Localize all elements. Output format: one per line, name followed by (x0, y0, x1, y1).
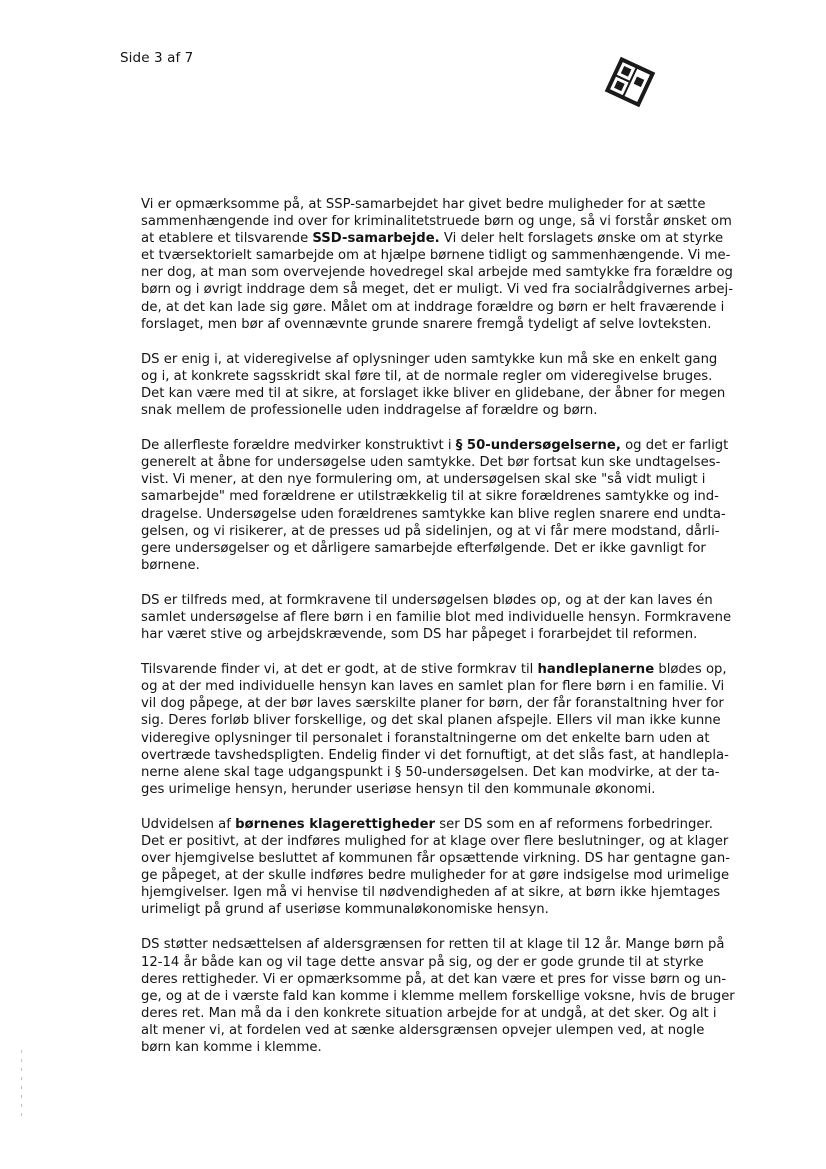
text-segment: deres rettigheder. Vi er opmærksomme på, at det kan være et pres for visse børn og un- (141, 971, 727, 987)
text-segment: vil dog påpege, at der bør laves særskilte planer for børn, der får foranstaltning hver for (141, 696, 724, 712)
text-line (141, 626, 756, 643)
text-segment: DS støtter nedsættelsen af aldersgrænsen for retten til at klage til 12 år. Mange børn på (141, 937, 725, 953)
text-segment: snak mellem de professionelle uden inddragelse af forældre og børn. (141, 403, 598, 419)
text-line (141, 523, 756, 540)
text-segment: blødes op, (654, 662, 727, 678)
text-segment: ge påpeget, at der skulle indføres bedre muligheder for at gøre indsigelse mod urimelige (141, 868, 730, 884)
text-line (141, 695, 756, 712)
text-segment: De allerfleste forældre medvirker konstruktivt i (141, 438, 456, 454)
text-line (141, 781, 756, 798)
paragraph (141, 351, 756, 419)
text-segment: generelt at åbne for undersøgelse uden samtykke. Det bør fortsat kun ske undtagelses- (141, 455, 721, 471)
text-segment: nerne alene skal tage udgangspunkt i § 50-undersøgelsen. Det kan modvirke, at der ta- (141, 764, 720, 780)
text-segment: overtræde tavshedspligten. Endelig finder vi det fornuftigt, at det slås fast, at handlepla- (141, 747, 729, 763)
text-line (141, 764, 756, 781)
text-line (141, 936, 756, 953)
margin-scan-marks (20, 1050, 24, 1120)
bold-text: handleplanerne (537, 662, 655, 678)
text-line (141, 712, 756, 729)
text-line (141, 661, 756, 678)
text-line (141, 540, 756, 557)
ds-logo-icon (598, 50, 662, 114)
text-segment: Vi er opmærksomme på, at SSP-samarbejdet har givet bedre muligheder for at sætte (141, 197, 706, 212)
text-line (141, 850, 756, 867)
text-line (141, 747, 756, 764)
page-number: Side 3 af 7 (120, 50, 194, 66)
text-segment: og det er farligt (620, 438, 729, 454)
text-line (141, 299, 756, 316)
text-segment: deres ret. Man må da i den konkrete situation arbejde for at undgå, at det sker. Og alt i (141, 1005, 717, 1021)
text-line (141, 867, 756, 884)
text-line (141, 385, 756, 402)
text-line (141, 1005, 756, 1022)
text-segment: ser DS som en af reformens forbedringer. (435, 816, 713, 832)
text-segment: DS er enig i, at videregivelse af oplysninger uden samtykke kun må ske en enkelt gang (141, 351, 718, 367)
text-segment: sammenhængende ind over for kriminalitetstruede børn og unge, så vi forstår ønsket om (141, 214, 732, 230)
text-line (141, 368, 756, 385)
text-segment: urimeligt på grund af useriøse kommunaløkonomiske hensyn. (141, 902, 549, 918)
text-segment: over hjemgivelse besluttet af kommunen får opsættende virkning. DS har gentagne gan- (141, 851, 731, 867)
paragraph (141, 196, 756, 333)
text-line (141, 954, 756, 971)
text-segment: ner dog, at man som overvejende hovedregel skal arbejde med samtykke fra forældre og (141, 265, 733, 281)
text-line (141, 1039, 756, 1056)
text-segment: gelsen, og vi risikerer, at de presses ud på sidelinjen, og at vi får mere modstand, dårli- (141, 523, 720, 539)
text-line (141, 557, 756, 574)
text-segment: ge, og at de i værste fald kan komme i klemme mellem forskellige voksne, hvis de bruger (141, 988, 735, 1004)
paragraph (141, 936, 756, 1056)
text-segment: børn og i øvrigt inddrage dem så meget, det er muligt. Vi ved fra socialrådgivernes arbej- (141, 282, 733, 298)
text-line (141, 506, 756, 523)
text-line (141, 971, 756, 988)
text-segment: og at der med individuelle hensyn kan laves en samlet plan for flere børn i en familie. Vi (141, 679, 725, 695)
text-segment: at etablere et tilsvarende (141, 231, 313, 247)
text-segment: forslaget, men bør af ovennævnte grunde snarere fremgå tydeligt af selve lovteksten. (141, 316, 712, 332)
bold-text: SSD-samarbejde. (312, 231, 440, 247)
text-line (141, 1022, 756, 1039)
text-line (141, 437, 756, 454)
text-line (141, 264, 756, 281)
text-segment: ges urimelige hensyn, herunder useriøse hensyn til den kommunale økonomi. (141, 781, 656, 797)
text-line (141, 678, 756, 695)
text-segment: DS er tilfreds med, at formkravene til undersøgelsen blødes op, og at der kan laves én (141, 592, 713, 608)
text-line (141, 454, 756, 471)
text-segment: gere undersøgelser og et dårligere samarbejde efterfølgende. Det er ikke gavnligt for (141, 540, 706, 556)
paragraph (141, 437, 756, 574)
text-segment: dragelse. Undersøgelse uden forældrenes samtykke kan blive reglen snarere end undta- (141, 506, 726, 522)
text-segment: et tværsektorielt samarbejde om at hjælpe børnene tidligt og sammenhængende. Vi me- (141, 248, 731, 264)
paragraph (141, 592, 756, 643)
text-segment: 12-14 år både kan og vil tage dette ansvar på sig, og der er gode grunde til at styrke (141, 954, 704, 970)
text-line (141, 488, 756, 505)
text-line (141, 471, 756, 488)
paragraph (141, 661, 756, 798)
text-line (141, 833, 756, 850)
text-line (141, 402, 756, 419)
text-line (141, 196, 756, 213)
text-line (141, 884, 756, 901)
text-segment: samarbejde" med forældrene er utilstrækkelig til at sikre forældrenes samtykke og ind- (141, 489, 719, 505)
text-line (141, 316, 756, 333)
paragraph (141, 816, 756, 919)
text-segment: og i, at konkrete sagsskridt skal føre til, at de normale regler om videregivelse bruges. (141, 368, 713, 384)
document-body (141, 196, 756, 1074)
text-segment: børnene. (141, 557, 200, 573)
text-line (141, 281, 756, 298)
text-segment: Vi deler helt forslagets ønske om at styrke (439, 231, 724, 247)
text-line (141, 247, 756, 264)
text-line (141, 351, 756, 368)
bold-text: børnenes klagerettigheder (235, 816, 436, 832)
text-segment: vist. Vi mener, at den nye formulering om, at undersøgelsen skal ske "så vidt muligt i (141, 472, 706, 488)
text-segment: alt mener vi, at fordelen ved at sænke aldersgrænsen opvejer ulempen ved, at nogle (141, 1022, 705, 1038)
text-line (141, 230, 756, 247)
text-segment: hjemgivelser. Igen må vi henvise til nødvendigheden af at sikre, at børn ikke hjemtages (141, 885, 721, 901)
text-line (141, 730, 756, 747)
text-line (141, 816, 756, 833)
text-segment: de, at det kan lade sig gøre. Målet om at inddrage forældre og børn er helt fraværende i (141, 299, 725, 315)
text-segment: Tilsvarende finder vi, at det er godt, at de stive formkrav til (141, 662, 538, 678)
bold-text: § 50-undersøgelserne, (455, 438, 621, 454)
text-segment: videregive oplysninger til personalet i foranstaltningerne om det enkelte barn uden at (141, 730, 710, 746)
text-segment: sig. Deres forløb bliver forskellige, og det skal planen afspejle. Ellers vil man ikke kunne (141, 713, 721, 729)
text-segment: børn kan komme i klemme. (141, 1040, 322, 1056)
text-line (141, 988, 756, 1005)
text-segment: Det er positivt, at der indføres mulighed for at klage over flere beslutninger, og at klager (141, 834, 729, 849)
text-segment: Det kan være med til at sikre, at forslaget ikke bliver en glidebane, der åbner for megen (141, 385, 726, 401)
text-line (141, 592, 756, 609)
text-segment: har været stive og arbejdskrævende, som DS har påpeget i forarbejdet til reformen. (141, 627, 698, 643)
text-segment: samlet undersøgelse af flere børn i en familie blot med individuelle hensyn. Formkravene (141, 609, 732, 625)
text-line (141, 901, 756, 918)
text-segment: Udvidelsen af (141, 816, 236, 832)
text-line (141, 213, 756, 230)
text-line (141, 609, 756, 626)
